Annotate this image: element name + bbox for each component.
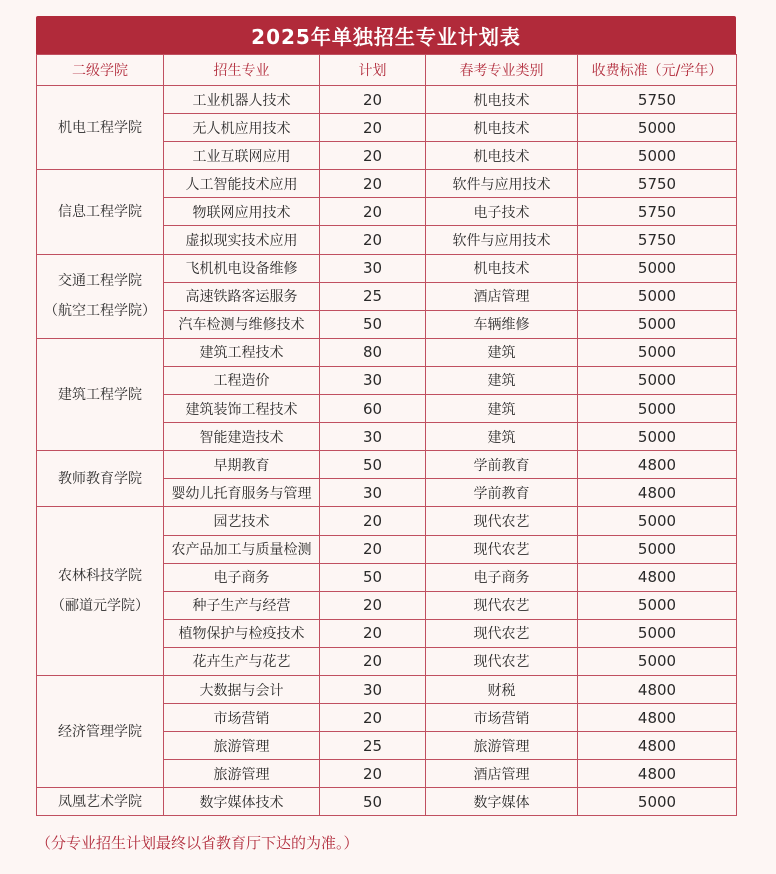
major-cell: 数字媒体技术 [164,788,320,816]
college-cell [37,170,164,254]
plan-cell: 20 [320,591,426,619]
table-row [37,86,737,114]
category-cell: 现代农艺 [426,535,578,563]
plan-cell: 20 [320,170,426,198]
category-cell: 酒店管理 [426,760,578,788]
table-row [37,675,737,703]
major-cell: 飞机机电设备维修 [164,254,320,282]
category-cell: 机电技术 [426,114,578,142]
fee-cell: 5000 [578,310,737,338]
fee-cell: 5000 [578,647,737,675]
fee-cell: 5000 [578,366,737,394]
major-cell: 高速铁路客运服务 [164,282,320,310]
table-row [37,788,737,816]
college-cell [37,675,164,787]
plan-cell: 25 [320,282,426,310]
plan-cell: 20 [320,86,426,114]
plan-cell: 25 [320,732,426,760]
college-name-line: 建筑工程学院 [58,386,142,403]
fee-cell: 5750 [578,86,737,114]
fee-cell: 5750 [578,198,737,226]
table-row [37,254,737,282]
category-cell: 现代农艺 [426,619,578,647]
category-cell: 电子商务 [426,563,578,591]
major-cell: 人工智能技术应用 [164,170,320,198]
header-category: 春考专业类别 [426,55,578,86]
plan-cell: 50 [320,788,426,816]
category-cell: 现代农艺 [426,647,578,675]
fee-cell: 4800 [578,704,737,732]
major-cell: 无人机应用技术 [164,114,320,142]
major-cell: 市场营销 [164,704,320,732]
fee-cell: 5000 [578,788,737,816]
plan-cell: 20 [320,142,426,170]
fee-cell: 5000 [578,395,737,423]
plan-cell: 20 [320,619,426,647]
fee-cell: 5000 [578,142,737,170]
major-cell: 工业机器人技术 [164,86,320,114]
fee-cell: 5000 [578,423,737,451]
major-cell: 工业互联网应用 [164,142,320,170]
plan-cell: 20 [320,507,426,535]
college-name-line: 机电工程学院 [58,119,142,136]
major-cell: 电子商务 [164,563,320,591]
header-row [37,55,737,86]
category-cell: 电子技术 [426,198,578,226]
category-cell: 建筑 [426,366,578,394]
category-cell: 软件与应用技术 [426,170,578,198]
category-cell: 市场营销 [426,704,578,732]
category-cell: 现代农艺 [426,591,578,619]
college-name-line: 农林科技学院 [58,568,142,585]
fee-cell: 4800 [578,732,737,760]
category-cell: 建筑 [426,423,578,451]
header-college: 二级学院 [37,55,164,86]
major-cell: 农产品加工与质量检测 [164,535,320,563]
category-cell: 现代农艺 [426,507,578,535]
fee-cell: 5000 [578,114,737,142]
plan-table-container [36,16,736,816]
plan-cell: 30 [320,423,426,451]
fee-cell: 5750 [578,226,737,254]
plan-cell: 20 [320,226,426,254]
fee-cell: 5000 [578,338,737,366]
major-cell: 花卉生产与花艺 [164,647,320,675]
category-cell: 机电技术 [426,86,578,114]
plan-cell: 30 [320,479,426,507]
major-cell: 旅游管理 [164,732,320,760]
header-major: 招生专业 [164,55,320,86]
major-cell: 婴幼儿托育服务与管理 [164,479,320,507]
college-cell [37,451,164,507]
plan-cell: 30 [320,366,426,394]
table-row [37,170,737,198]
fee-cell: 5000 [578,254,737,282]
plan-cell: 20 [320,114,426,142]
fee-cell: 4800 [578,760,737,788]
major-cell: 智能建造技术 [164,423,320,451]
college-cell [37,254,164,338]
category-cell: 机电技术 [426,254,578,282]
college-name-line: 教师教育学院 [58,470,142,487]
header-plan: 计划 [320,55,426,86]
plan-cell: 20 [320,535,426,563]
major-cell: 建筑工程技术 [164,338,320,366]
major-cell: 汽车检测与维修技术 [164,310,320,338]
category-cell: 财税 [426,675,578,703]
major-cell: 园艺技术 [164,507,320,535]
college-name-line: （郦道元学院） [51,598,149,615]
plan-cell: 50 [320,310,426,338]
college-cell [37,338,164,450]
major-cell: 种子生产与经营 [164,591,320,619]
college-cell [37,788,164,816]
category-cell: 建筑 [426,395,578,423]
major-cell: 早期教育 [164,451,320,479]
college-name-line: 经济管理学院 [58,723,142,740]
table-row [37,507,737,535]
category-cell: 建筑 [426,338,578,366]
fee-cell: 5000 [578,591,737,619]
table-title: 2025年单独招生专业计划表 [36,16,736,54]
plan-cell: 30 [320,675,426,703]
fee-cell: 5000 [578,535,737,563]
college-cell [37,86,164,170]
enrollment-plan-table [36,54,737,816]
fee-cell: 4800 [578,563,737,591]
plan-cell: 20 [320,704,426,732]
major-cell: 大数据与会计 [164,675,320,703]
plan-cell: 50 [320,563,426,591]
fee-cell: 4800 [578,451,737,479]
fee-cell: 5750 [578,170,737,198]
fee-cell: 4800 [578,675,737,703]
college-cell [37,507,164,676]
college-name-line: 交通工程学院 [58,273,142,290]
major-cell: 旅游管理 [164,760,320,788]
major-cell: 植物保护与检疫技术 [164,619,320,647]
category-cell: 数字媒体 [426,788,578,816]
plan-cell: 80 [320,338,426,366]
plan-cell: 60 [320,395,426,423]
table-row [37,338,737,366]
category-cell: 酒店管理 [426,282,578,310]
category-cell: 学前教育 [426,451,578,479]
college-name-line: 凤凰艺术学院 [58,793,142,810]
category-cell: 机电技术 [426,142,578,170]
plan-cell: 20 [320,647,426,675]
category-cell: 学前教育 [426,479,578,507]
college-name-line: 信息工程学院 [58,203,142,220]
plan-cell: 20 [320,760,426,788]
footnote: （分专业招生计划最终以省教育厅下达的为准。） [36,834,359,852]
plan-cell: 30 [320,254,426,282]
category-cell: 软件与应用技术 [426,226,578,254]
category-cell: 旅游管理 [426,732,578,760]
college-name-line: （航空工程学院） [44,303,156,320]
fee-cell: 5000 [578,507,737,535]
category-cell: 车辆维修 [426,310,578,338]
major-cell: 物联网应用技术 [164,198,320,226]
fee-cell: 5000 [578,619,737,647]
table-row [37,451,737,479]
header-fee: 收费标准（元/学年） [578,55,737,86]
major-cell: 建筑装饰工程技术 [164,395,320,423]
fee-cell: 5000 [578,282,737,310]
plan-cell: 50 [320,451,426,479]
fee-cell: 4800 [578,479,737,507]
plan-cell: 20 [320,198,426,226]
major-cell: 虚拟现实技术应用 [164,226,320,254]
major-cell: 工程造价 [164,366,320,394]
